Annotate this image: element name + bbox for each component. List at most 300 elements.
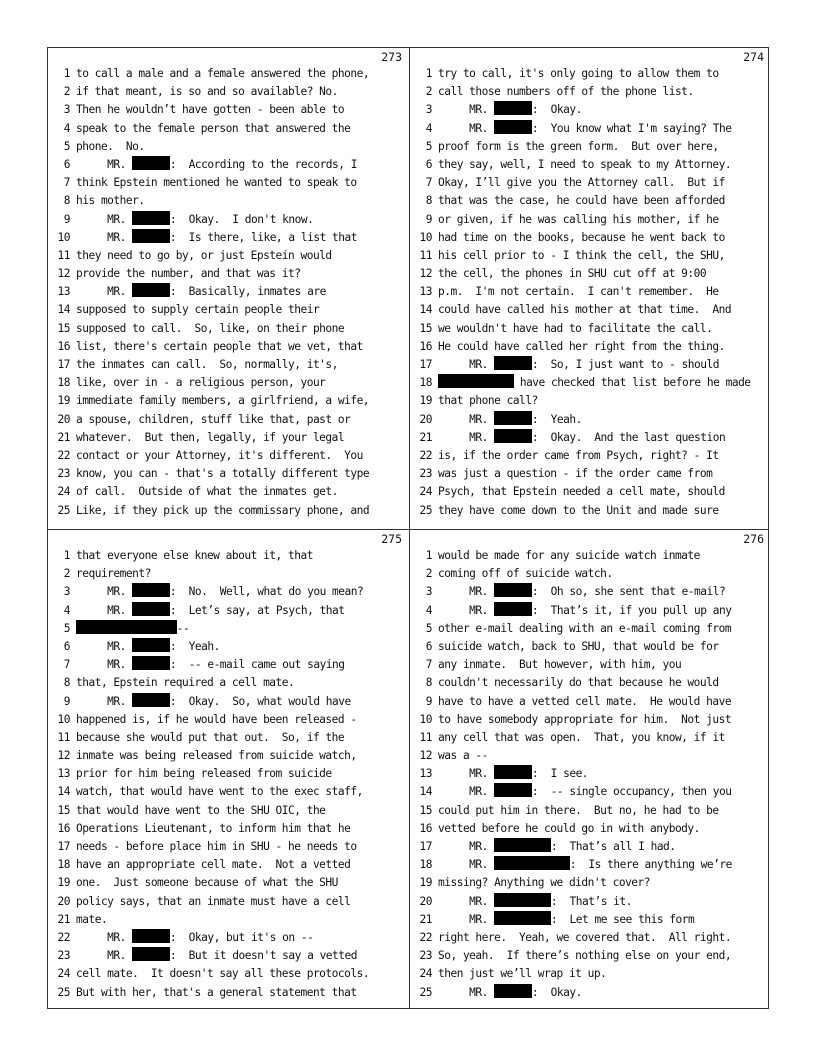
transcript-line — [410, 747, 770, 765]
transcript-line — [48, 156, 408, 174]
transcript-lines — [410, 65, 770, 520]
transcript-line — [410, 356, 770, 374]
line-text: : Okay. So, what would have — [169, 694, 351, 708]
line-text: : According to the records, I — [169, 157, 357, 171]
transcript-line — [410, 101, 770, 119]
speaker-prefix: MR. — [76, 639, 133, 653]
transcript-line — [48, 583, 408, 601]
line-text: or given, if he was calling his mother, if he — [438, 212, 719, 226]
transcript-line — [48, 893, 408, 911]
page-number: 274 — [743, 50, 764, 64]
line-number: 19 — [419, 876, 432, 890]
transcript-line — [48, 693, 408, 711]
line-text: : Is there, like, a list that — [169, 230, 357, 244]
transcript-line — [48, 638, 408, 656]
speaker-prefix: MR. — [438, 430, 495, 444]
line-number: 18 — [57, 858, 70, 872]
line-number: 1 — [63, 549, 70, 562]
line-text: because she would put that out. So, if the — [76, 730, 345, 744]
line-text: could have called his mother at that time. And — [438, 303, 732, 317]
transcript-line — [410, 83, 770, 101]
speaker-prefix: MR. — [438, 121, 495, 135]
line-text: the inmates can call. So, normally, it's, — [76, 358, 338, 371]
line-text: think Epstein mentioned he wanted to speak to — [76, 176, 357, 190]
line-number: 13 — [419, 285, 432, 299]
line-text: : That’s it, if you pull up any — [531, 603, 732, 617]
transcript-line — [410, 638, 770, 656]
transcript-line — [48, 429, 408, 447]
line-text: if that meant, is so and so available? No. — [76, 85, 338, 99]
transcript-line — [410, 583, 770, 601]
line-text: coming off of suicide watch. — [438, 567, 613, 581]
line-number: 10 — [419, 712, 432, 726]
line-text: that was the case, he could have been afforded — [438, 194, 725, 208]
transcript-line — [48, 465, 408, 483]
line-number: 4 — [425, 603, 432, 617]
line-number: 16 — [419, 339, 432, 353]
line-text: He could have called her right from the thing. — [438, 339, 725, 353]
line-text: : -- single occupancy, then you — [531, 785, 732, 799]
line-text: But with her, that's a general statement that — [76, 985, 357, 999]
transcript-line — [410, 965, 770, 983]
line-number: 17 — [57, 358, 70, 371]
speaker-prefix: MR. — [438, 767, 495, 781]
transcript-line — [48, 229, 408, 247]
line-number: 5 — [425, 621, 432, 635]
line-number: 5 — [425, 139, 432, 153]
speaker-prefix: MR. — [76, 658, 133, 672]
speaker-prefix: MR. — [76, 212, 133, 226]
line-text: they say, well, I need to speak to my Attorney. — [438, 157, 732, 171]
line-number: 18 — [419, 376, 432, 390]
speaker-prefix: MR. — [76, 930, 133, 944]
transcript-line — [410, 411, 770, 429]
speaker-prefix: MR. — [76, 694, 133, 708]
line-text: that would have went to the SHU OIC, the — [76, 803, 326, 817]
redaction-box — [132, 638, 170, 652]
transcript-line — [48, 320, 408, 338]
line-text: vetted before he could go in with anybody. — [438, 821, 700, 835]
speaker-prefix: MR. — [438, 603, 495, 617]
line-number: 3 — [425, 103, 432, 117]
line-text: call those numbers off of the phone list. — [438, 85, 694, 99]
transcript-line — [410, 465, 770, 483]
line-text: : Okay. — [531, 103, 582, 117]
line-text: policy says, that an inmate must have a cell — [76, 894, 351, 908]
line-text: : Basically, inmates are — [169, 285, 326, 299]
speaker-prefix: MR. — [438, 585, 495, 599]
redaction-box — [494, 856, 570, 870]
line-number: 20 — [57, 412, 70, 426]
transcript-line — [410, 783, 770, 801]
transcript-line — [48, 192, 408, 210]
transcript-line — [48, 965, 408, 983]
line-number: 25 — [419, 985, 432, 999]
transcript-line — [410, 984, 770, 1002]
redaction-box — [494, 984, 532, 998]
line-text: : Let’s say, at Psych, that — [169, 603, 345, 617]
transcript-line — [48, 447, 408, 465]
line-number: 12 — [57, 267, 70, 281]
line-text: speak to the female person that answered the — [76, 121, 351, 135]
line-text: like, over in - a religious person, your — [76, 376, 326, 390]
transcript-line — [410, 392, 770, 410]
transcript-lines — [410, 547, 770, 1002]
transcript-line — [410, 802, 770, 820]
line-number: 9 — [63, 212, 70, 226]
line-number: 14 — [57, 785, 70, 799]
line-text: Like, if they pick up the commissary phone, and — [76, 503, 370, 517]
transcript-line — [410, 283, 770, 301]
transcript-line — [48, 620, 408, 638]
transcript-line — [410, 156, 770, 174]
line-text: was just a question - if the order came from — [438, 467, 713, 481]
line-text: mate. — [76, 912, 108, 926]
transcript-line — [48, 483, 408, 501]
transcript-line — [410, 947, 770, 965]
line-number: 24 — [57, 967, 70, 981]
transcript-line — [48, 120, 408, 138]
speaker-prefix: MR. — [438, 894, 495, 908]
line-text: couldn't necessarily do that because he would — [438, 676, 719, 690]
transcript-line — [410, 693, 770, 711]
line-number: 13 — [419, 767, 432, 781]
line-text: : That’s all I had. — [550, 840, 676, 853]
line-text: happened is, if he would have been released - — [76, 712, 357, 726]
line-number: 23 — [57, 949, 70, 963]
line-number: 5 — [63, 139, 70, 153]
line-number: 7 — [63, 658, 70, 672]
line-text: : Okay, but it's on -- — [169, 930, 314, 944]
line-text: that everyone else knew about it, that — [76, 549, 313, 562]
transcript-line — [48, 711, 408, 729]
transcript-page — [47, 47, 769, 1009]
line-text: : You know what I'm saying? The — [531, 121, 732, 135]
speaker-prefix: MR. — [76, 285, 133, 299]
redaction-box — [494, 783, 532, 797]
line-text: Then he wouldn’t have gotten - been able to — [76, 103, 345, 117]
line-number: 17 — [419, 840, 432, 853]
line-number: 19 — [57, 876, 70, 890]
speaker-prefix: MR. — [438, 840, 495, 853]
line-number: 22 — [419, 930, 432, 944]
redaction-box — [494, 838, 551, 852]
redaction-box — [76, 620, 177, 634]
transcript-page-276 — [410, 530, 770, 1010]
line-number: 6 — [63, 157, 70, 171]
line-text: prior for him being released from suicide — [76, 767, 332, 781]
transcript-line — [410, 265, 770, 283]
redaction-box — [132, 229, 170, 243]
speaker-prefix: MR. — [438, 785, 495, 799]
line-text: supposed to supply certain people their — [76, 303, 320, 317]
line-number: 17 — [57, 840, 70, 853]
transcript-line — [48, 283, 408, 301]
line-text: cell mate. It doesn't say all these protocols. — [76, 967, 370, 981]
transcript-line — [48, 338, 408, 356]
line-number: 21 — [419, 430, 432, 444]
transcript-line — [48, 247, 408, 265]
page-number: 273 — [381, 50, 402, 64]
line-number: 8 — [63, 676, 70, 690]
speaker-prefix: MR. — [438, 912, 495, 926]
line-text: missing? Anything we didn't cover? — [438, 876, 651, 890]
speaker-prefix: MR. — [76, 949, 133, 963]
line-text: Psych, that Epstein needed a cell mate, should — [438, 485, 725, 499]
line-text: any cell that was open. That, you know, if it — [438, 730, 725, 744]
line-text: : Is there anything we’re — [569, 858, 732, 872]
line-number: 4 — [425, 121, 432, 135]
line-number: 7 — [425, 176, 432, 190]
line-number: 25 — [419, 503, 432, 517]
line-number: 12 — [57, 749, 70, 763]
line-text: that, Epstein required a cell mate. — [76, 676, 295, 690]
line-text: list, there's certain people that we vet, that — [76, 339, 363, 353]
transcript-line — [410, 229, 770, 247]
line-number: 19 — [57, 394, 70, 408]
transcript-page-275 — [48, 530, 408, 1010]
transcript-line — [48, 65, 408, 83]
line-number: 22 — [419, 448, 432, 462]
speaker-prefix: MR. — [438, 985, 495, 999]
line-number: 20 — [419, 412, 432, 426]
line-number: 10 — [57, 712, 70, 726]
line-number: 11 — [57, 730, 70, 744]
line-number: 1 — [425, 549, 432, 562]
line-text: have checked that list before he made — [513, 376, 751, 390]
redaction-box — [494, 765, 532, 779]
line-text: : Oh so, she sent that e-mail? — [531, 585, 726, 599]
transcript-line — [410, 211, 770, 229]
line-text: other e-mail dealing with an e-mail coming from — [438, 621, 732, 635]
transcript-line — [48, 265, 408, 283]
line-number: 16 — [57, 339, 70, 353]
transcript-line — [410, 502, 770, 520]
line-number: 8 — [425, 676, 432, 690]
transcript-line — [410, 483, 770, 501]
redaction-box — [132, 156, 170, 170]
line-number: 6 — [63, 639, 70, 653]
line-text: immediate family members, a girlfriend, a wife, — [76, 394, 370, 408]
line-number: 10 — [419, 230, 432, 244]
redaction-box — [494, 583, 532, 597]
line-number: 9 — [63, 694, 70, 708]
line-number: 4 — [63, 603, 70, 617]
speaker-prefix: MR. — [76, 585, 133, 599]
line-text: whatever. But then, legally, if your legal — [76, 430, 345, 444]
line-number: 8 — [425, 194, 432, 208]
line-text: Okay, I’ll give you the Attorney call. But if — [438, 176, 725, 190]
line-number: 24 — [419, 967, 432, 981]
line-text: have to have a vetted cell mate. He would have — [438, 694, 732, 708]
redaction-box — [132, 656, 170, 670]
line-text: have an appropriate cell mate. Not a vetted — [76, 858, 351, 872]
transcript-line — [410, 620, 770, 638]
transcript-line — [410, 174, 770, 192]
line-number: 22 — [57, 930, 70, 944]
line-text: : Yeah. — [531, 412, 582, 426]
transcript-line — [48, 174, 408, 192]
line-text: supposed to call. So, like, on their phone — [76, 321, 345, 335]
transcript-line — [410, 429, 770, 447]
line-text: then just we’ll wrap it up. — [438, 967, 607, 981]
line-number: 14 — [419, 785, 432, 799]
line-text: we wouldn't have had to facilitate the call. — [438, 321, 713, 335]
line-number: 20 — [419, 894, 432, 908]
page-number: 275 — [381, 532, 402, 546]
line-text: that phone call? — [438, 394, 538, 408]
line-text: suicide watch, back to SHU, that would be for — [438, 639, 719, 653]
transcript-line — [48, 374, 408, 392]
transcript-line — [48, 101, 408, 119]
transcript-line — [410, 656, 770, 674]
transcript-line — [48, 874, 408, 892]
transcript-line — [48, 783, 408, 801]
transcript-line — [48, 411, 408, 429]
transcript-line — [48, 211, 408, 229]
line-text: : That’s it. — [550, 894, 632, 908]
redaction-box — [494, 429, 532, 443]
redaction-box — [494, 602, 532, 616]
line-number: 16 — [57, 821, 70, 835]
transcript-lines — [48, 65, 408, 520]
line-number: 20 — [57, 894, 70, 908]
line-number: 18 — [419, 858, 432, 872]
redaction-box — [132, 947, 170, 961]
redaction-box — [494, 356, 532, 370]
line-number: 14 — [57, 303, 70, 317]
transcript-line — [48, 674, 408, 692]
line-number: 2 — [425, 85, 432, 99]
line-number: 23 — [419, 467, 432, 481]
line-text: would be made for any suicide watch inmate — [438, 549, 700, 562]
line-text: inmate was being released from suicide watch, — [76, 749, 357, 763]
transcript-line — [410, 711, 770, 729]
line-text: the cell, the phones in SHU cut off at 9:00 — [438, 267, 707, 281]
line-number: 15 — [57, 321, 70, 335]
line-number: 16 — [419, 821, 432, 835]
line-number: 12 — [419, 267, 432, 281]
line-number: 2 — [425, 567, 432, 581]
line-text: : Let me see this form — [550, 912, 695, 926]
speaker-prefix: MR. — [438, 358, 495, 371]
transcript-line — [48, 984, 408, 1002]
transcript-line — [410, 338, 770, 356]
transcript-line — [48, 301, 408, 319]
line-number: 8 — [63, 194, 70, 208]
line-number: 4 — [63, 121, 70, 135]
transcript-line — [48, 820, 408, 838]
line-text: needs - before place him in SHU - he needs to — [76, 840, 357, 853]
line-number: 6 — [425, 639, 432, 653]
transcript-line — [410, 838, 770, 856]
speaker-prefix: MR. — [438, 412, 495, 426]
line-number: 1 — [63, 67, 70, 80]
line-text: proof form is the green form. But over here, — [438, 139, 719, 153]
transcript-line — [410, 674, 770, 692]
transcript-line — [410, 765, 770, 783]
speaker-prefix: MR. — [76, 603, 133, 617]
line-text: know, you can - that's a totally different type — [76, 467, 370, 481]
line-number: 14 — [419, 303, 432, 317]
line-text: Operations Lieutenant, to inform him that he — [76, 821, 351, 835]
redaction-box — [132, 602, 170, 616]
transcript-line — [410, 820, 770, 838]
transcript-line — [48, 765, 408, 783]
transcript-line — [410, 447, 770, 465]
line-number: 6 — [425, 157, 432, 171]
transcript-line — [48, 392, 408, 410]
transcript-page-274 — [410, 48, 770, 528]
transcript-line — [410, 565, 770, 583]
line-text: right here. Yeah, we covered that. All right. — [438, 930, 732, 944]
line-number: 11 — [419, 730, 432, 744]
line-number: 2 — [63, 567, 70, 581]
redaction-box — [494, 120, 532, 134]
line-text: a spouse, children, stuff like that, past or — [76, 412, 351, 426]
line-number: 17 — [419, 358, 432, 371]
redaction-box — [132, 929, 170, 943]
line-text: phone. No. — [76, 139, 145, 153]
line-text: : So, I just want to - should — [531, 358, 719, 371]
line-number: 21 — [57, 912, 70, 926]
speaker-prefix: MR. — [76, 230, 133, 244]
transcript-line — [410, 247, 770, 265]
transcript-line — [410, 856, 770, 874]
line-text: So, yeah. If there’s nothing else on your end, — [438, 949, 732, 963]
transcript-line — [410, 120, 770, 138]
page-number: 276 — [743, 532, 764, 546]
line-text: requirement? — [76, 567, 151, 581]
transcript-line — [48, 838, 408, 856]
transcript-line — [48, 729, 408, 747]
speaker-prefix: MR. — [438, 858, 495, 872]
line-text: try to call, it's only going to allow them to — [438, 67, 719, 80]
transcript-line — [410, 138, 770, 156]
line-number: 15 — [57, 803, 70, 817]
transcript-line — [410, 547, 770, 565]
redaction-box — [494, 101, 532, 115]
line-text: his cell prior to - I think the cell, the SHU, — [438, 248, 725, 262]
line-number: 13 — [57, 285, 70, 299]
transcript-line — [48, 83, 408, 101]
line-text: was a -- — [438, 749, 488, 763]
transcript-line — [410, 911, 770, 929]
transcript-line — [410, 729, 770, 747]
line-number: 24 — [57, 485, 70, 499]
transcript-line — [48, 547, 408, 565]
line-number: 10 — [57, 230, 70, 244]
line-number: 25 — [57, 985, 70, 999]
line-number: 25 — [57, 503, 70, 517]
speaker-prefix: MR. — [438, 103, 495, 117]
line-number: 22 — [57, 448, 70, 462]
line-text: could put him in there. But no, he had to be — [438, 803, 719, 817]
transcript-line — [48, 747, 408, 765]
transcript-line — [410, 65, 770, 83]
line-text: p.m. I'm not certain. I can't remember. He — [438, 285, 719, 299]
line-text: : -- e-mail came out saying — [169, 658, 345, 672]
line-number: 23 — [57, 467, 70, 481]
redaction-box — [494, 893, 551, 907]
line-text: is, if the order came from Psych, right? - It — [438, 448, 719, 462]
line-number: 15 — [419, 803, 432, 817]
transcript-lines — [48, 547, 408, 1002]
transcript-line — [410, 320, 770, 338]
line-number: 11 — [419, 248, 432, 262]
redaction-box — [438, 374, 514, 388]
line-text: of call. Outside of what the inmates get. — [76, 485, 338, 499]
